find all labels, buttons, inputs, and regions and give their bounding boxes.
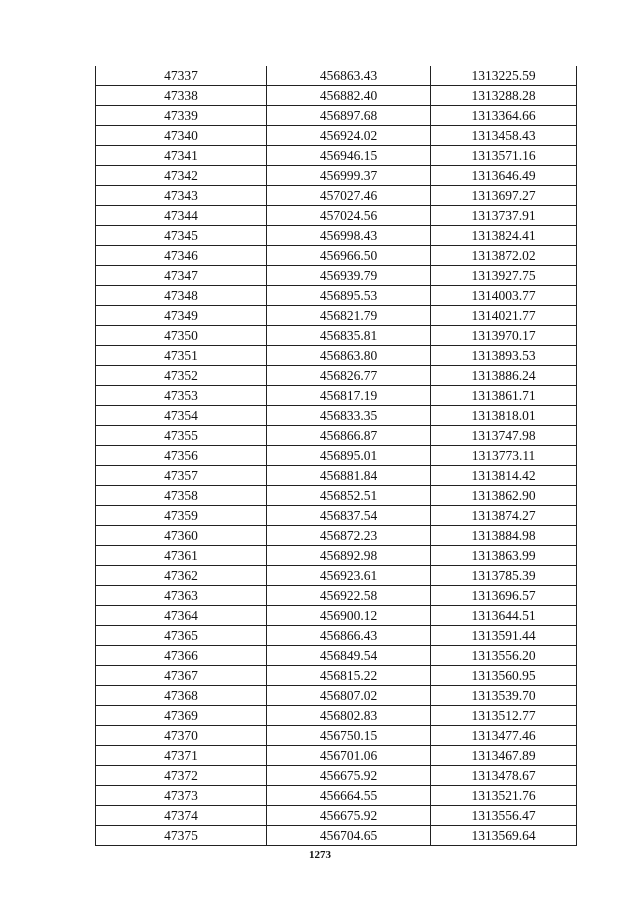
x-coordinate-cell: 456895.53 xyxy=(267,286,431,306)
table-row xyxy=(96,686,577,706)
table-row xyxy=(96,726,577,746)
x-coordinate-cell: 456852.51 xyxy=(267,486,431,506)
coordinates-table xyxy=(95,66,577,846)
point-id-cell: 47375 xyxy=(96,826,267,846)
x-coordinate-cell: 456802.83 xyxy=(267,706,431,726)
point-id-cell: 47337 xyxy=(96,66,267,86)
y-coordinate-cell: 1313478.67 xyxy=(431,766,577,786)
point-id-cell: 47345 xyxy=(96,226,267,246)
y-coordinate-cell: 1313644.51 xyxy=(431,606,577,626)
x-coordinate-cell: 456946.15 xyxy=(267,146,431,166)
y-coordinate-cell: 1313288.28 xyxy=(431,86,577,106)
table-row xyxy=(96,406,577,426)
point-id-cell: 47356 xyxy=(96,446,267,466)
x-coordinate-cell: 456922.58 xyxy=(267,586,431,606)
point-id-cell: 47360 xyxy=(96,526,267,546)
point-id-cell: 47365 xyxy=(96,626,267,646)
x-coordinate-cell: 456704.65 xyxy=(267,826,431,846)
point-id-cell: 47368 xyxy=(96,686,267,706)
y-coordinate-cell: 1313884.98 xyxy=(431,526,577,546)
point-id-cell: 47366 xyxy=(96,646,267,666)
point-id-cell: 47371 xyxy=(96,746,267,766)
point-id-cell: 47370 xyxy=(96,726,267,746)
point-id-cell: 47338 xyxy=(96,86,267,106)
table-row xyxy=(96,266,577,286)
table-row xyxy=(96,526,577,546)
x-coordinate-cell: 456897.68 xyxy=(267,106,431,126)
y-coordinate-cell: 1313560.95 xyxy=(431,666,577,686)
y-coordinate-cell: 1313824.41 xyxy=(431,226,577,246)
point-id-cell: 47350 xyxy=(96,326,267,346)
y-coordinate-cell: 1313747.98 xyxy=(431,426,577,446)
x-coordinate-cell: 456895.01 xyxy=(267,446,431,466)
y-coordinate-cell: 1313591.44 xyxy=(431,626,577,646)
point-id-cell: 47343 xyxy=(96,186,267,206)
x-coordinate-cell: 456863.43 xyxy=(267,66,431,86)
table-row xyxy=(96,466,577,486)
table-row xyxy=(96,106,577,126)
point-id-cell: 47372 xyxy=(96,766,267,786)
y-coordinate-cell: 1313571.16 xyxy=(431,146,577,166)
table-row xyxy=(96,166,577,186)
table-row xyxy=(96,246,577,266)
point-id-cell: 47354 xyxy=(96,406,267,426)
table-row xyxy=(96,306,577,326)
table-body xyxy=(96,66,577,846)
y-coordinate-cell: 1313569.64 xyxy=(431,826,577,846)
point-id-cell: 47349 xyxy=(96,306,267,326)
x-coordinate-cell: 456939.79 xyxy=(267,266,431,286)
table-row xyxy=(96,426,577,446)
x-coordinate-cell: 456833.35 xyxy=(267,406,431,426)
x-coordinate-cell: 456923.61 xyxy=(267,566,431,586)
table-row xyxy=(96,586,577,606)
table-row xyxy=(96,126,577,146)
point-id-cell: 47342 xyxy=(96,166,267,186)
y-coordinate-cell: 1313521.76 xyxy=(431,786,577,806)
point-id-cell: 47369 xyxy=(96,706,267,726)
y-coordinate-cell: 1313872.02 xyxy=(431,246,577,266)
x-coordinate-cell: 457024.56 xyxy=(267,206,431,226)
point-id-cell: 47355 xyxy=(96,426,267,446)
x-coordinate-cell: 456750.15 xyxy=(267,726,431,746)
point-id-cell: 47339 xyxy=(96,106,267,126)
x-coordinate-cell: 456863.80 xyxy=(267,346,431,366)
y-coordinate-cell: 1313893.53 xyxy=(431,346,577,366)
point-id-cell: 47367 xyxy=(96,666,267,686)
x-coordinate-cell: 456882.40 xyxy=(267,86,431,106)
table-row xyxy=(96,666,577,686)
x-coordinate-cell: 456966.50 xyxy=(267,246,431,266)
x-coordinate-cell: 456998.43 xyxy=(267,226,431,246)
point-id-cell: 47373 xyxy=(96,786,267,806)
x-coordinate-cell: 456866.87 xyxy=(267,426,431,446)
x-coordinate-cell: 456807.02 xyxy=(267,686,431,706)
y-coordinate-cell: 1313467.89 xyxy=(431,746,577,766)
point-id-cell: 47374 xyxy=(96,806,267,826)
point-id-cell: 47340 xyxy=(96,126,267,146)
table-row xyxy=(96,366,577,386)
point-id-cell: 47359 xyxy=(96,506,267,526)
y-coordinate-cell: 1314003.77 xyxy=(431,286,577,306)
table-row xyxy=(96,66,577,86)
y-coordinate-cell: 1313556.20 xyxy=(431,646,577,666)
x-coordinate-cell: 456872.23 xyxy=(267,526,431,546)
y-coordinate-cell: 1313927.75 xyxy=(431,266,577,286)
table-row xyxy=(96,386,577,406)
x-coordinate-cell: 456826.77 xyxy=(267,366,431,386)
y-coordinate-cell: 1313646.49 xyxy=(431,166,577,186)
x-coordinate-cell: 456815.22 xyxy=(267,666,431,686)
x-coordinate-cell: 456835.81 xyxy=(267,326,431,346)
table-row xyxy=(96,766,577,786)
table-row xyxy=(96,346,577,366)
point-id-cell: 47358 xyxy=(96,486,267,506)
table-row xyxy=(96,546,577,566)
y-coordinate-cell: 1313696.57 xyxy=(431,586,577,606)
table-row xyxy=(96,186,577,206)
y-coordinate-cell: 1313863.99 xyxy=(431,546,577,566)
y-coordinate-cell: 1313477.46 xyxy=(431,726,577,746)
y-coordinate-cell: 1313886.24 xyxy=(431,366,577,386)
point-id-cell: 47352 xyxy=(96,366,267,386)
y-coordinate-cell: 1313773.11 xyxy=(431,446,577,466)
x-coordinate-cell: 456817.19 xyxy=(267,386,431,406)
table-row xyxy=(96,826,577,846)
point-id-cell: 47351 xyxy=(96,346,267,366)
x-coordinate-cell: 456881.84 xyxy=(267,466,431,486)
x-coordinate-cell: 457027.46 xyxy=(267,186,431,206)
y-coordinate-cell: 1313862.90 xyxy=(431,486,577,506)
point-id-cell: 47347 xyxy=(96,266,267,286)
table-row xyxy=(96,326,577,346)
table-row xyxy=(96,746,577,766)
y-coordinate-cell: 1313225.59 xyxy=(431,66,577,86)
y-coordinate-cell: 1313512.77 xyxy=(431,706,577,726)
point-id-cell: 47363 xyxy=(96,586,267,606)
x-coordinate-cell: 456837.54 xyxy=(267,506,431,526)
table-row xyxy=(96,226,577,246)
y-coordinate-cell: 1314021.77 xyxy=(431,306,577,326)
x-coordinate-cell: 456821.79 xyxy=(267,306,431,326)
x-coordinate-cell: 456892.98 xyxy=(267,546,431,566)
table-row xyxy=(96,786,577,806)
x-coordinate-cell: 456924.02 xyxy=(267,126,431,146)
y-coordinate-cell: 1313818.01 xyxy=(431,406,577,426)
y-coordinate-cell: 1313861.71 xyxy=(431,386,577,406)
point-id-cell: 47357 xyxy=(96,466,267,486)
point-id-cell: 47353 xyxy=(96,386,267,406)
y-coordinate-cell: 1313697.27 xyxy=(431,186,577,206)
x-coordinate-cell: 456675.92 xyxy=(267,766,431,786)
table-row xyxy=(96,146,577,166)
x-coordinate-cell: 456701.06 xyxy=(267,746,431,766)
y-coordinate-cell: 1313814.42 xyxy=(431,466,577,486)
table-row xyxy=(96,626,577,646)
table-row xyxy=(96,446,577,466)
point-id-cell: 47362 xyxy=(96,566,267,586)
table-row xyxy=(96,206,577,226)
table-row xyxy=(96,706,577,726)
table-row xyxy=(96,606,577,626)
point-id-cell: 47346 xyxy=(96,246,267,266)
point-id-cell: 47344 xyxy=(96,206,267,226)
table-row xyxy=(96,506,577,526)
y-coordinate-cell: 1313970.17 xyxy=(431,326,577,346)
point-id-cell: 47348 xyxy=(96,286,267,306)
y-coordinate-cell: 1313539.70 xyxy=(431,686,577,706)
table-row xyxy=(96,86,577,106)
y-coordinate-cell: 1313556.47 xyxy=(431,806,577,826)
x-coordinate-cell: 456999.37 xyxy=(267,166,431,186)
x-coordinate-cell: 456866.43 xyxy=(267,626,431,646)
x-coordinate-cell: 456664.55 xyxy=(267,786,431,806)
point-id-cell: 47364 xyxy=(96,606,267,626)
y-coordinate-cell: 1313874.27 xyxy=(431,506,577,526)
y-coordinate-cell: 1313785.39 xyxy=(431,566,577,586)
table-row xyxy=(96,286,577,306)
y-coordinate-cell: 1313737.91 xyxy=(431,206,577,226)
x-coordinate-cell: 456675.92 xyxy=(267,806,431,826)
x-coordinate-cell: 456849.54 xyxy=(267,646,431,666)
table-row xyxy=(96,486,577,506)
point-id-cell: 47361 xyxy=(96,546,267,566)
table-row xyxy=(96,646,577,666)
table-row xyxy=(96,566,577,586)
y-coordinate-cell: 1313364.66 xyxy=(431,106,577,126)
page-number: 1273 xyxy=(309,849,331,861)
point-id-cell: 47341 xyxy=(96,146,267,166)
y-coordinate-cell: 1313458.43 xyxy=(431,126,577,146)
table-row xyxy=(96,806,577,826)
x-coordinate-cell: 456900.12 xyxy=(267,606,431,626)
